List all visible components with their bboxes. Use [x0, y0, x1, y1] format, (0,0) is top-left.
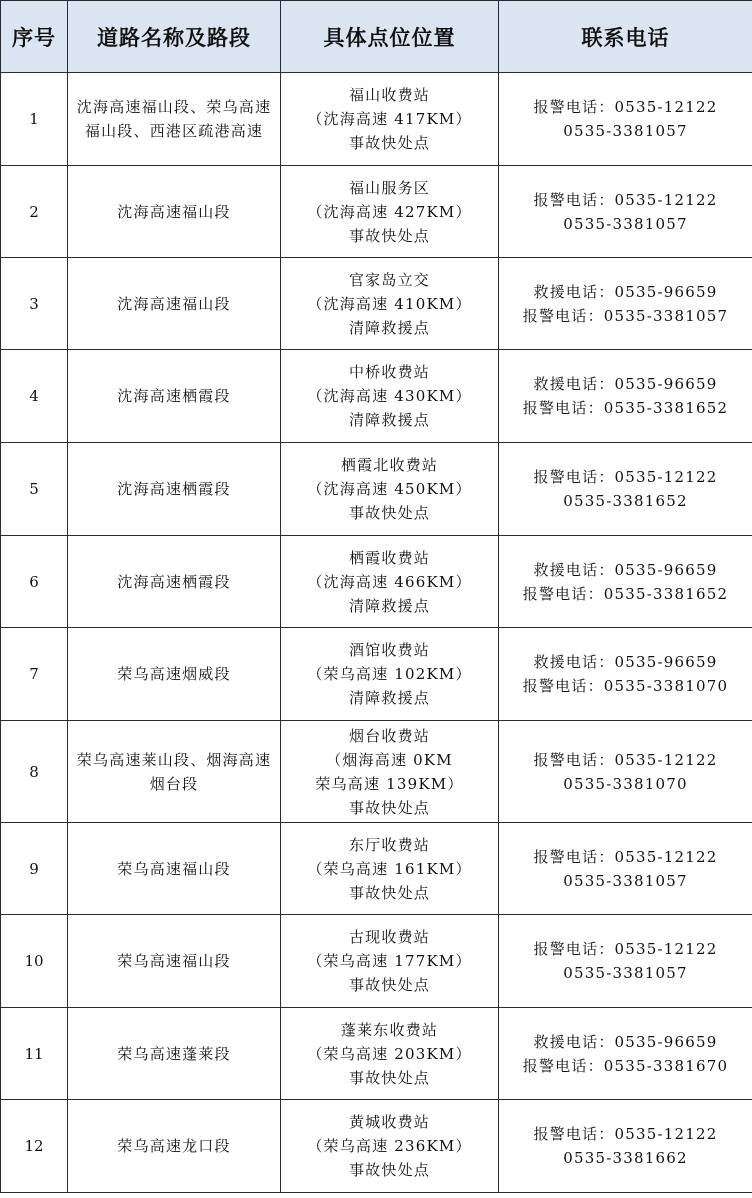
location-line: 蓬莱东收费站 [340, 1020, 439, 1039]
phone-line: 0535-3381057 [563, 214, 688, 233]
location-line: 荣乌高速 139KM） [315, 774, 464, 793]
location-cell [281, 258, 499, 350]
phone-cell [499, 166, 752, 258]
location-cell [281, 628, 499, 721]
table-row [1, 1008, 752, 1100]
location-line: （沈海高速 427KM） [307, 202, 472, 221]
table-row [1, 536, 752, 628]
row-index: 10 [1, 915, 68, 1008]
table-row [1, 823, 752, 915]
table-row [1, 915, 752, 1008]
phone-line: 救援电话：0535-96659 [533, 282, 718, 301]
location-line: 清障救援点 [348, 596, 430, 615]
location-line: 官家岛立交 [348, 270, 430, 289]
phone-line: 报警电话：0535-3381070 [522, 677, 729, 695]
location-line: （沈海高速 417KM） [307, 110, 472, 128]
location-line: 酒馆收费站 [348, 641, 430, 659]
row-index: 8 [1, 721, 68, 823]
phone-line: 0535-3381057 [563, 964, 688, 982]
road-section-cell [68, 628, 281, 721]
location-line: 烟台收费站 [348, 726, 430, 745]
phone-line: 救援电话：0535-96659 [533, 375, 718, 393]
road-section-text: 沈海高速福山段、荣乌高速福山段、西港区疏港高速 [76, 98, 272, 140]
location-line: （烟海高速 0KM [326, 750, 453, 769]
phone-cell [499, 1008, 752, 1100]
road-section-text: 沈海高速栖霞段 [117, 480, 231, 498]
row-index: 2 [1, 166, 68, 258]
location-line: 东厅收费站 [348, 835, 430, 854]
location-line: 栖霞收费站 [348, 548, 430, 567]
phone-line: 报警电话：0535-12122 [533, 98, 718, 116]
location-line: 事故快处点 [348, 134, 430, 152]
location-line: （沈海高速 450KM） [307, 480, 472, 498]
row-index: 9 [1, 823, 68, 915]
road-section-cell [68, 350, 281, 443]
phone-line: 0535-3381070 [563, 774, 688, 793]
phone-line: 报警电话：0535-12122 [533, 190, 718, 209]
phone-line: 报警电话：0535-3381652 [522, 399, 729, 417]
phone-cell [499, 443, 752, 536]
road-section-cell [68, 1100, 281, 1193]
location-line: 事故快处点 [348, 504, 430, 522]
table-row [1, 350, 752, 443]
location-line: 事故快处点 [348, 883, 430, 902]
location-line: 事故快处点 [348, 798, 430, 817]
road-section-text: 沈海高速福山段 [117, 294, 231, 313]
road-section-cell [68, 1008, 281, 1100]
location-line: （沈海高速 466KM） [307, 572, 472, 591]
road-section-text: 沈海高速栖霞段 [117, 572, 231, 591]
location-line: 清障救援点 [348, 411, 430, 429]
table-row [1, 443, 752, 536]
table-row [1, 1100, 752, 1193]
location-line: （荣乌高速 236KM） [307, 1137, 472, 1155]
phone-cell [499, 350, 752, 443]
location-line: 福山收费站 [348, 86, 430, 104]
phone-line: 0535-3381057 [563, 122, 688, 140]
location-line: 中桥收费站 [348, 363, 430, 381]
location-line: 事故快处点 [348, 976, 430, 994]
table-row [1, 166, 752, 258]
row-index: 12 [1, 1100, 68, 1193]
location-line: （荣乌高速 102KM） [307, 665, 472, 683]
road-section-cell [68, 73, 281, 166]
location-cell [281, 443, 499, 536]
road-section-text: 沈海高速福山段 [117, 202, 231, 221]
phone-cell [499, 915, 752, 1008]
phone-line: 救援电话：0535-96659 [533, 560, 718, 579]
phone-line: 报警电话：0535-12122 [533, 468, 718, 486]
road-section-cell [68, 166, 281, 258]
location-cell [281, 350, 499, 443]
header-row [1, 1, 752, 73]
location-line: （沈海高速 410KM） [307, 294, 472, 313]
location-cell [281, 823, 499, 915]
road-section-text: 沈海高速栖霞段 [117, 387, 231, 405]
row-index: 11 [1, 1008, 68, 1100]
road-section-cell [68, 721, 281, 823]
location-line: 古现收费站 [348, 928, 430, 946]
road-section-text: 荣乌高速蓬莱段 [117, 1044, 231, 1063]
road-section-cell [68, 258, 281, 350]
row-index: 7 [1, 628, 68, 721]
table-row [1, 258, 752, 350]
location-cell [281, 1008, 499, 1100]
location-cell [281, 721, 499, 823]
road-section-text: 荣乌高速福山段 [117, 952, 231, 970]
phone-cell [499, 628, 752, 721]
location-line: 福山服务区 [348, 178, 430, 197]
header-location: 具体点位位置 [281, 1, 499, 73]
location-line: 黄城收费站 [348, 1113, 430, 1131]
header-road: 道路名称及路段 [68, 1, 281, 73]
row-index: 4 [1, 350, 68, 443]
phone-line: 救援电话：0535-96659 [533, 1032, 718, 1051]
phone-line: 报警电话：0535-3381057 [522, 306, 729, 325]
location-line: （荣乌高速 177KM） [307, 952, 472, 970]
road-section-cell [68, 915, 281, 1008]
location-cell [281, 915, 499, 1008]
location-line: 事故快处点 [348, 226, 430, 245]
road-section-cell [68, 823, 281, 915]
phone-cell [499, 73, 752, 166]
table-row [1, 628, 752, 721]
location-line: （荣乌高速 161KM） [307, 859, 472, 878]
phone-line: 报警电话：0535-12122 [533, 750, 718, 769]
header-index: 序号 [1, 1, 68, 73]
location-line: 事故快处点 [348, 1068, 430, 1087]
phone-line: 0535-3381057 [563, 871, 688, 890]
location-line: （沈海高速 430KM） [307, 387, 472, 405]
phone-line: 报警电话：0535-3381652 [522, 584, 729, 603]
phone-line: 报警电话：0535-3381670 [522, 1056, 729, 1075]
location-line: （荣乌高速 203KM） [307, 1044, 472, 1063]
phone-cell [499, 823, 752, 915]
phone-line: 救援电话：0535-96659 [533, 653, 718, 671]
road-section-text: 荣乌高速烟威段 [117, 665, 231, 683]
phone-cell [499, 1100, 752, 1193]
location-cell [281, 1100, 499, 1193]
road-section-cell [68, 443, 281, 536]
table-row [1, 721, 752, 823]
row-index: 3 [1, 258, 68, 350]
location-line: 事故快处点 [348, 1161, 430, 1179]
location-line: 清障救援点 [348, 689, 430, 707]
phone-line: 报警电话：0535-12122 [533, 847, 718, 866]
location-cell [281, 536, 499, 628]
road-section-text: 荣乌高速龙口段 [117, 1137, 231, 1155]
row-index: 5 [1, 443, 68, 536]
phone-cell [499, 536, 752, 628]
phone-cell [499, 721, 752, 823]
phone-cell [499, 258, 752, 350]
road-section-text: 荣乌高速福山段 [117, 859, 231, 878]
road-section-text: 荣乌高速莱山段、烟海高速烟台段 [76, 750, 272, 793]
location-line: 清障救援点 [348, 318, 430, 337]
phone-line: 报警电话：0535-12122 [533, 940, 718, 958]
table-row [1, 73, 752, 166]
phone-line: 0535-3381662 [563, 1149, 688, 1167]
header-phone: 联系电话 [499, 1, 752, 73]
row-index: 6 [1, 536, 68, 628]
phone-line: 0535-3381652 [563, 492, 688, 510]
location-line: 栖霞北收费站 [340, 456, 439, 474]
road-section-cell [68, 536, 281, 628]
location-cell [281, 73, 499, 166]
phone-line: 报警电话：0535-12122 [533, 1125, 718, 1143]
location-cell [281, 166, 499, 258]
row-index: 1 [1, 73, 68, 166]
